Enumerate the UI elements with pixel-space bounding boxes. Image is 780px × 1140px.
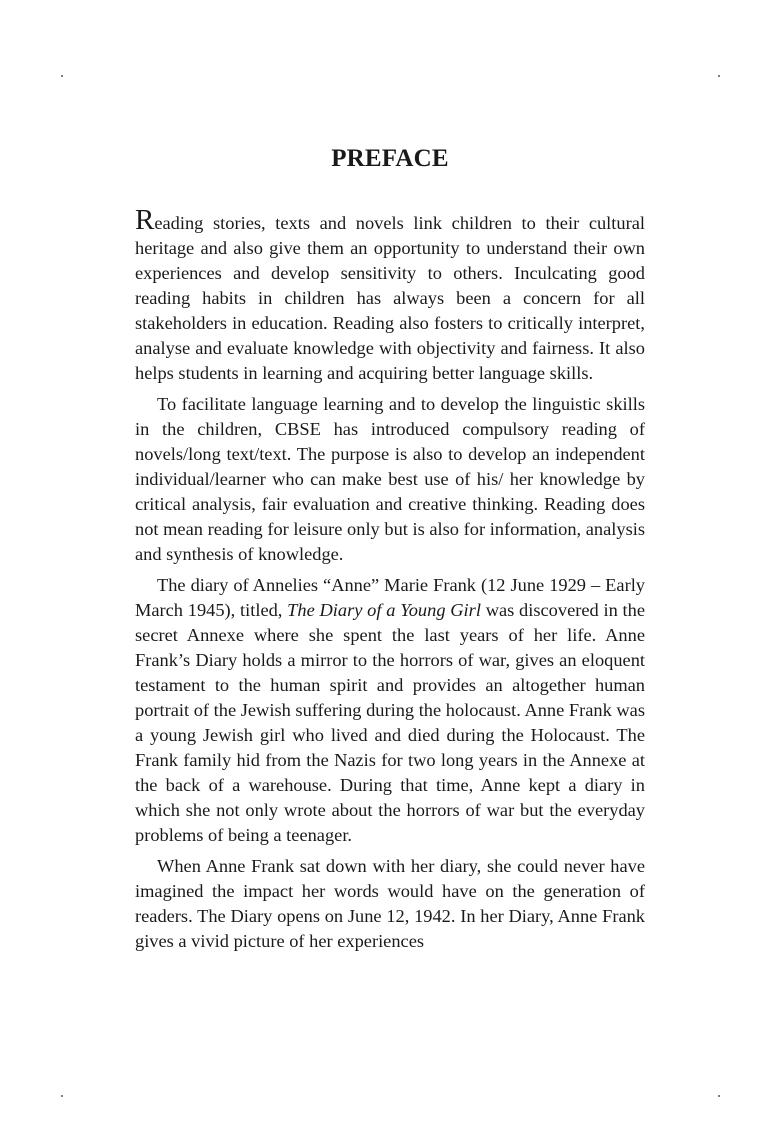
paragraph-4: When Anne Frank sat down with her diary, she could never have imagined the impact her words would have on the generation of readers. The Diary opens on June 12, 1942. In her Diary, Anne Frank gives a vivid picture of her experiences	[135, 856, 645, 951]
book-title-italic: The Diary of a Young Girl	[287, 600, 481, 620]
paragraph-3-text-before: The diary of Annelies “Anne” Marie Frank (12 June 1929 – Early March 1945), titled,	[135, 575, 645, 620]
crop-mark-top-left	[61, 75, 63, 77]
crop-mark-bottom-left	[61, 1095, 63, 1097]
drop-cap: R	[135, 204, 155, 236]
paragraph-1-text: eading stories, texts and novels link children to their cultural heritage and also give them an opportunity to understand their own experiences and develop sensitivity to others. Inculcating good reading habits in children has always been a concern for all stakeholders in education. Reading also fosters to critically interpret, analyse and evaluate knowledge with objectivity and fairness. It also helps students in learning and acquiring better language skills.	[135, 213, 645, 383]
paragraph-3	[135, 573, 645, 848]
crop-mark-bottom-right	[718, 1095, 720, 1097]
preface-body	[135, 204, 645, 960]
paragraph-3-text-after: was discovered in the secret Annexe where she spent the last years of her life. Anne Frank’s Diary holds a mirror to the horrors of war, gives an eloquent testament to the human spirit and provides an altogether human portrait of the Jewish suffering during the holocaust. Anne Frank was a young Jewish girl who lived and died during the Holocaust. The Frank family hid from the Nazis for two long years in the Annexe at the back of a warehouse. During that time, Anne kept a diary in which she not only wrote about the horrors of war but the everyday problems of being a teenager.	[135, 600, 645, 845]
page-title: PREFACE	[331, 144, 449, 172]
paragraph-1	[135, 204, 645, 386]
paragraph-2: To facilitate language learning and to develop the linguistic skills in the children, CBSE has introduced compulsory reading of novels/long text/text. The purpose is also to develop an independent individual/learner who can make best use of his/ her knowledge by critical analysis, fair evaluation and creative thinking. Reading does not mean reading for leisure only but is also for information, analysis and synthesis of knowledge.	[135, 394, 645, 564]
crop-mark-top-right	[718, 75, 720, 77]
